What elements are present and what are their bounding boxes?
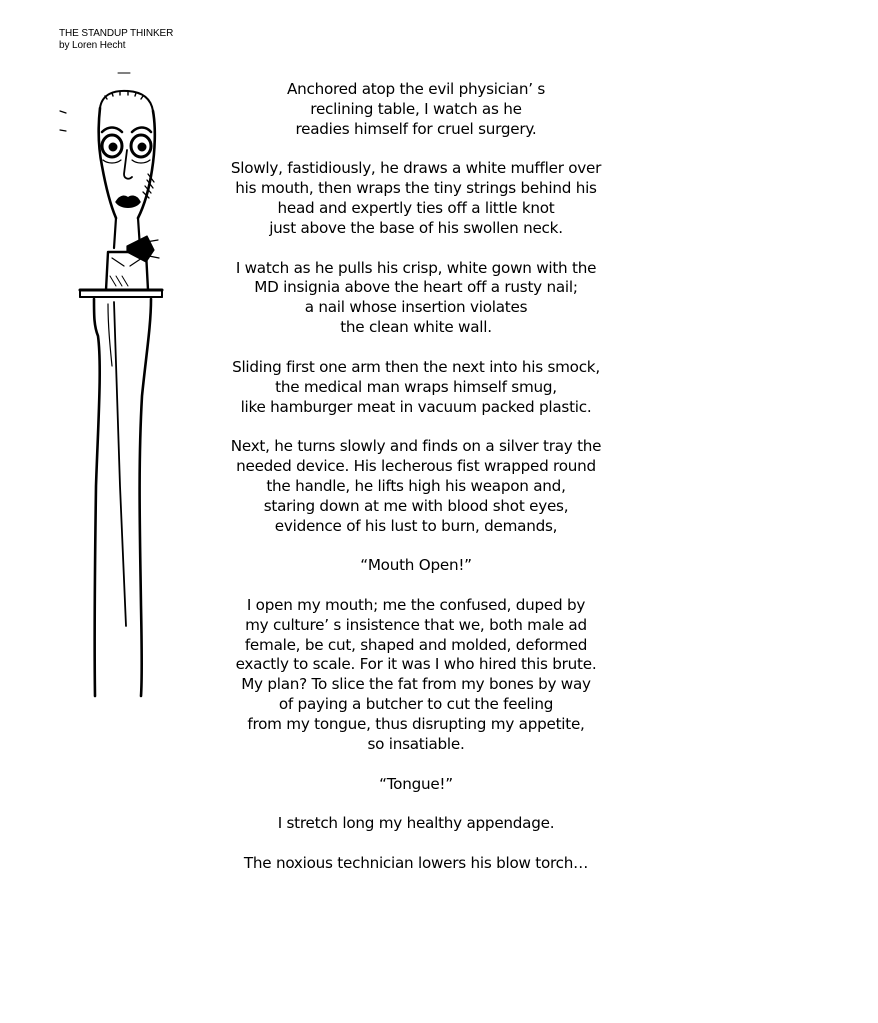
poem-line: just above the base of his swollen neck. [269, 218, 563, 237]
poem-stanza [200, 775, 632, 795]
poem-line: readies himself for cruel surgery. [295, 119, 537, 138]
poem-line: exactly to scale. For it was I who hired this brute. [235, 655, 597, 674]
poem-line: I open my mouth; me the confused, duped by [246, 595, 586, 614]
poem-line: Anchored atop the evil physician’ s [286, 80, 546, 98]
poem-body [200, 80, 632, 894]
poem-line: head and expertly ties off a little knot [277, 199, 555, 218]
poem-line: like hamburger meat in vacuum packed plastic. [240, 397, 592, 416]
poem-stanza [200, 596, 632, 755]
poem-line: female, be cut, shaped and molded, deformed [244, 635, 588, 654]
standing-figure-illustration [50, 66, 175, 706]
poem-stanza [200, 814, 632, 834]
poem-line: MD insignia above the heart off a rusty nail; [254, 278, 578, 297]
poem-line: the handle, he lifts high his weapon and, [266, 476, 566, 495]
figure-drawing [50, 66, 175, 706]
poem-line: the medical man wraps himself smug, [275, 377, 557, 396]
poem-line: evidence of his lust to burn, demands, [274, 516, 558, 535]
poem-line: “Mouth Open!” [360, 556, 472, 575]
poem-line: Next, he turns slowly and finds on a silver tray the [230, 437, 602, 456]
poem-line: of paying a butcher to cut the feeling [278, 695, 554, 714]
poem-line: staring down at me with blood shot eyes, [263, 496, 569, 515]
poem-stanza [200, 80, 632, 140]
poem-line: the clean white wall. [340, 318, 492, 337]
poem-line: “Tongue!” [379, 774, 453, 793]
poem-line: my culture’ s insistence that we, both male ad [245, 615, 587, 634]
author-byline: by Loren Hecht [59, 40, 126, 51]
page-header [59, 28, 173, 52]
poem-stanza [200, 159, 632, 238]
poem-line: from my tongue, thus disrupting my appetite, [247, 715, 585, 733]
poem-stanza [200, 259, 632, 338]
poem-line: his mouth, then wraps the tiny strings behind his [235, 179, 597, 198]
poem-line: I stretch long my healthy appendage. [277, 814, 555, 833]
poem-line: Slowly, fastidiously, he draws a white muffler over [230, 159, 602, 178]
poem-line: so insatiable. [367, 734, 465, 753]
poem-stanza [200, 556, 632, 576]
poem-line: needed device. His lecherous fist wrapped round [236, 457, 596, 476]
poem-line: Sliding first one arm then the next into his smock, [232, 357, 600, 376]
poem-stanza [200, 437, 632, 536]
poem-line: a nail whose insertion violates [304, 298, 528, 317]
poem-stanza [200, 358, 632, 418]
page-title: THE STANDUP THINKER [59, 28, 174, 39]
poem-line: My plan? To slice the fat from my bones by way [241, 675, 591, 694]
poem-stanza [200, 854, 632, 874]
poem-line: reclining table, I watch as he [310, 99, 522, 118]
poem-line: The noxious technician lowers his blow torch… [243, 853, 589, 872]
poem-line: I watch as he pulls his crisp, white gown with the [235, 258, 597, 277]
